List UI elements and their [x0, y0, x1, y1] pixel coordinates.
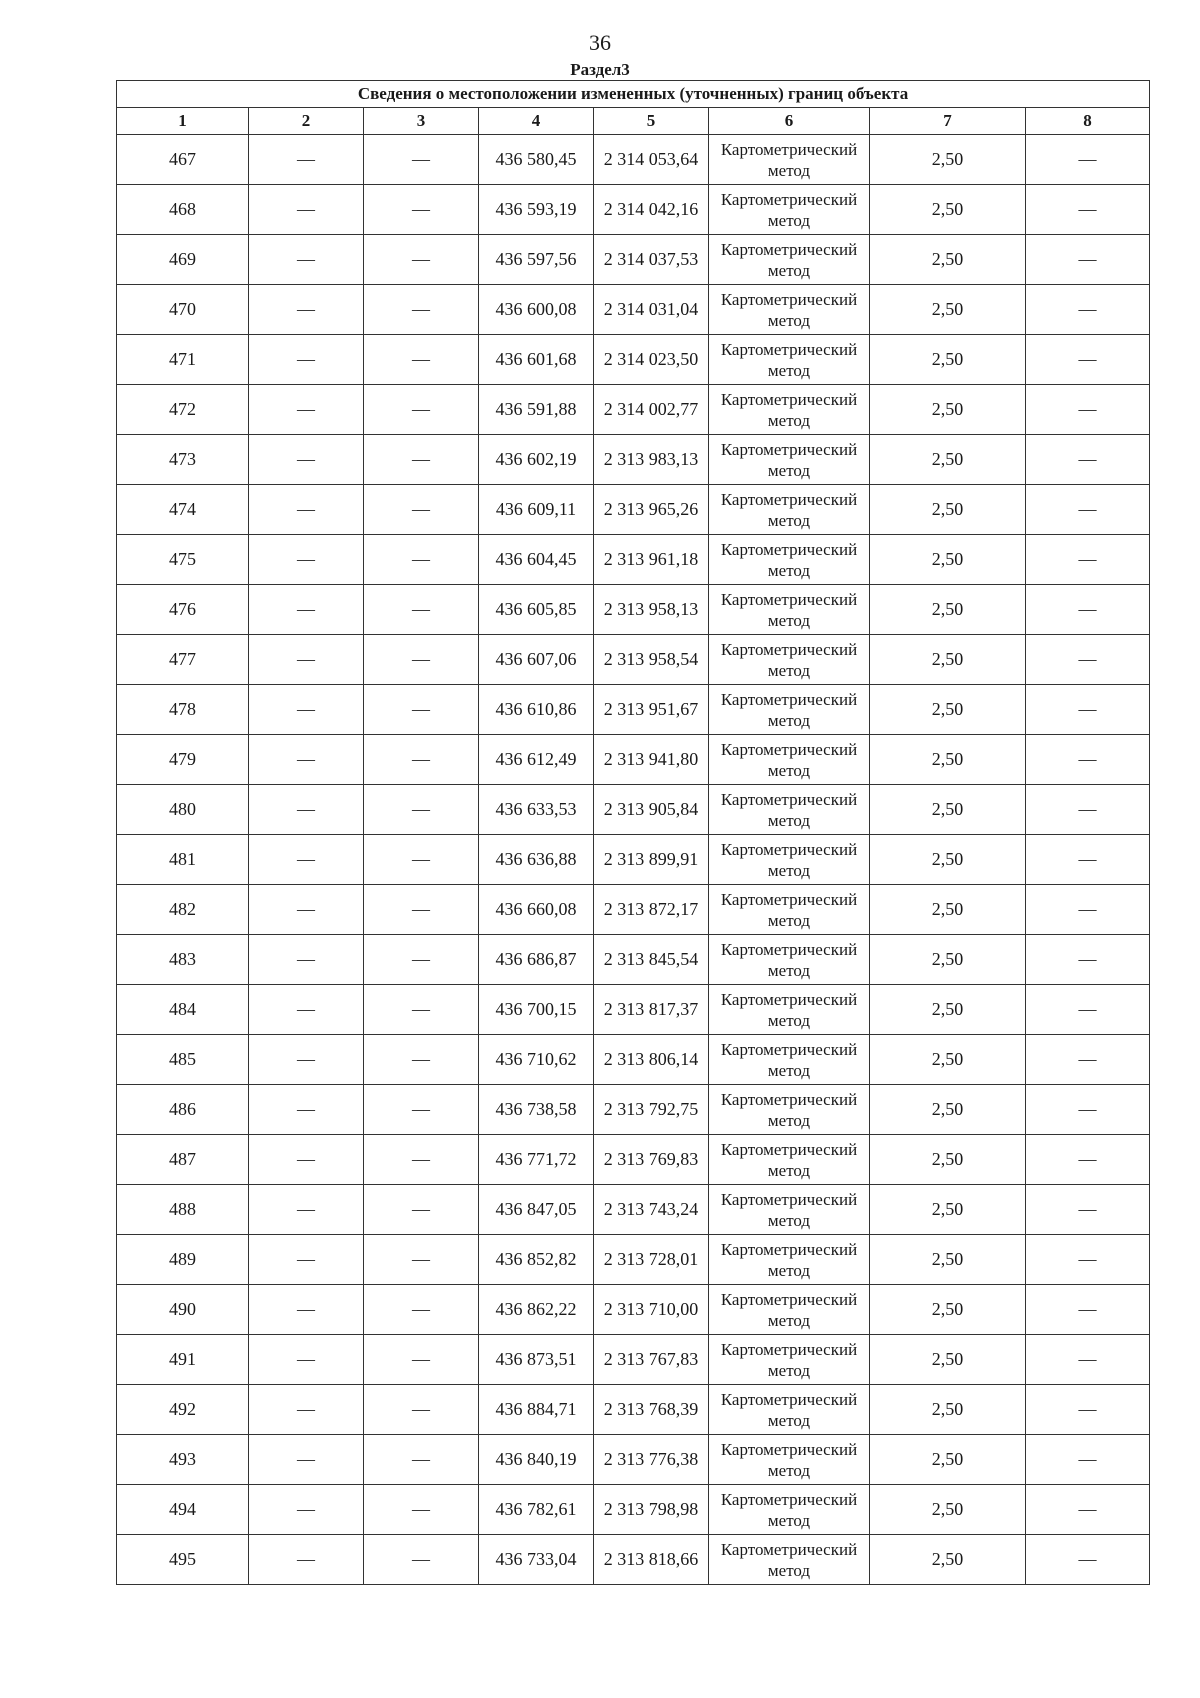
- coordinate-x-cell: 436 610,86: [479, 685, 594, 735]
- point-number-cell: 493: [117, 1435, 249, 1485]
- table-row: [117, 1335, 1150, 1385]
- point-number-cell: 468: [117, 185, 249, 235]
- column-8-cell: —: [1026, 735, 1150, 785]
- coordinate-y-cell: 2 313 983,13: [594, 435, 709, 485]
- column-2-cell: —: [249, 585, 364, 635]
- coordinate-x-cell: 436 660,08: [479, 885, 594, 935]
- point-number-cell: 470: [117, 285, 249, 335]
- accuracy-cell: 2,50: [870, 785, 1026, 835]
- column-3-cell: —: [364, 535, 479, 585]
- column-header: 1: [117, 108, 249, 135]
- accuracy-cell: 2,50: [870, 335, 1026, 385]
- coordinate-x-cell: 436 600,08: [479, 285, 594, 335]
- method-cell: Картометрический метод: [709, 1385, 870, 1435]
- coordinate-x-cell: 436 602,19: [479, 435, 594, 485]
- accuracy-cell: 2,50: [870, 1335, 1026, 1385]
- point-number-cell: 482: [117, 885, 249, 935]
- method-cell: Картометрический метод: [709, 1035, 870, 1085]
- method-cell: Картометрический метод: [709, 585, 870, 635]
- coordinate-y-cell: 2 314 042,16: [594, 185, 709, 235]
- coordinate-x-cell: 436 884,71: [479, 1385, 594, 1435]
- column-2-cell: —: [249, 835, 364, 885]
- point-number-cell: 484: [117, 985, 249, 1035]
- column-8-cell: —: [1026, 685, 1150, 735]
- point-number-cell: 478: [117, 685, 249, 735]
- column-8-cell: —: [1026, 1285, 1150, 1335]
- accuracy-cell: 2,50: [870, 735, 1026, 785]
- accuracy-cell: 2,50: [870, 985, 1026, 1035]
- table-row: [117, 1085, 1150, 1135]
- table-row: [117, 135, 1150, 185]
- point-number-cell: 471: [117, 335, 249, 385]
- table-row: [117, 1135, 1150, 1185]
- column-8-cell: —: [1026, 1435, 1150, 1485]
- accuracy-cell: 2,50: [870, 235, 1026, 285]
- coordinate-x-cell: 436 591,88: [479, 385, 594, 435]
- table-row: [117, 1385, 1150, 1435]
- accuracy-cell: 2,50: [870, 1435, 1026, 1485]
- column-3-cell: —: [364, 385, 479, 435]
- method-cell: Картометрический метод: [709, 385, 870, 435]
- coordinate-x-cell: 436 593,19: [479, 185, 594, 235]
- table-row: [117, 535, 1150, 585]
- column-2-cell: —: [249, 1535, 364, 1585]
- point-number-cell: 487: [117, 1135, 249, 1185]
- column-8-cell: —: [1026, 335, 1150, 385]
- table-row: [117, 1535, 1150, 1585]
- column-3-cell: —: [364, 1035, 479, 1085]
- point-number-cell: 480: [117, 785, 249, 835]
- coordinate-x-cell: 436 738,58: [479, 1085, 594, 1135]
- coordinate-x-cell: 436 604,45: [479, 535, 594, 585]
- column-2-cell: —: [249, 735, 364, 785]
- column-2-cell: —: [249, 1235, 364, 1285]
- column-3-cell: —: [364, 235, 479, 285]
- coordinate-x-cell: 436 601,68: [479, 335, 594, 385]
- point-number-cell: 475: [117, 535, 249, 585]
- coordinate-y-cell: 2 313 798,98: [594, 1485, 709, 1535]
- coordinate-x-cell: 436 636,88: [479, 835, 594, 885]
- coordinate-x-cell: 436 580,45: [479, 135, 594, 185]
- point-number-cell: 473: [117, 435, 249, 485]
- accuracy-cell: 2,50: [870, 1185, 1026, 1235]
- column-8-cell: —: [1026, 435, 1150, 485]
- coordinate-y-cell: 2 313 941,80: [594, 735, 709, 785]
- table-row: [117, 835, 1150, 885]
- coordinate-y-cell: 2 313 872,17: [594, 885, 709, 935]
- column-2-cell: —: [249, 1135, 364, 1185]
- column-3-cell: —: [364, 885, 479, 935]
- point-number-cell: 477: [117, 635, 249, 685]
- table-row: [117, 635, 1150, 685]
- column-8-cell: —: [1026, 885, 1150, 935]
- column-2-cell: —: [249, 285, 364, 335]
- column-8-cell: —: [1026, 585, 1150, 635]
- column-3-cell: —: [364, 1435, 479, 1485]
- column-3-cell: —: [364, 1385, 479, 1435]
- table-row: [117, 885, 1150, 935]
- accuracy-cell: 2,50: [870, 685, 1026, 735]
- coordinate-y-cell: 2 313 776,38: [594, 1435, 709, 1485]
- table-row: [117, 985, 1150, 1035]
- table-row: [117, 1285, 1150, 1335]
- coordinate-y-cell: 2 313 743,24: [594, 1185, 709, 1235]
- column-3-cell: —: [364, 985, 479, 1035]
- accuracy-cell: 2,50: [870, 585, 1026, 635]
- accuracy-cell: 2,50: [870, 1385, 1026, 1435]
- method-cell: Картометрический метод: [709, 1435, 870, 1485]
- column-8-cell: —: [1026, 385, 1150, 435]
- point-number-cell: 491: [117, 1335, 249, 1385]
- column-8-cell: —: [1026, 785, 1150, 835]
- section-title: Раздел3: [570, 60, 630, 79]
- column-8-cell: —: [1026, 1385, 1150, 1435]
- method-cell: Картометрический метод: [709, 635, 870, 685]
- table-row: [117, 335, 1150, 385]
- coordinate-y-cell: 2 313 767,83: [594, 1335, 709, 1385]
- coordinate-y-cell: 2 313 905,84: [594, 785, 709, 835]
- accuracy-cell: 2,50: [870, 885, 1026, 935]
- method-cell: Картометрический метод: [709, 685, 870, 735]
- table-row: [117, 785, 1150, 835]
- coordinate-y-cell: 2 314 031,04: [594, 285, 709, 335]
- column-2-cell: —: [249, 1035, 364, 1085]
- point-number-cell: 467: [117, 135, 249, 185]
- method-cell: Картометрический метод: [709, 185, 870, 235]
- column-3-cell: —: [364, 1235, 479, 1285]
- column-8-cell: —: [1026, 635, 1150, 685]
- column-2-cell: —: [249, 235, 364, 285]
- coordinate-y-cell: 2 313 817,37: [594, 985, 709, 1035]
- method-cell: Картометрический метод: [709, 285, 870, 335]
- method-cell: Картометрический метод: [709, 835, 870, 885]
- column-2-cell: —: [249, 185, 364, 235]
- accuracy-cell: 2,50: [870, 385, 1026, 435]
- column-8-cell: —: [1026, 1085, 1150, 1135]
- column-8-cell: —: [1026, 935, 1150, 985]
- column-3-cell: —: [364, 1485, 479, 1535]
- accuracy-cell: 2,50: [870, 185, 1026, 235]
- column-3-cell: —: [364, 1285, 479, 1335]
- column-2-cell: —: [249, 335, 364, 385]
- column-2-cell: —: [249, 1185, 364, 1235]
- column-header: 4: [479, 108, 594, 135]
- column-8-cell: —: [1026, 235, 1150, 285]
- method-cell: Картометрический метод: [709, 785, 870, 835]
- table-row: [117, 1485, 1150, 1535]
- column-3-cell: —: [364, 185, 479, 235]
- coordinate-y-cell: 2 313 961,18: [594, 535, 709, 585]
- coordinate-y-cell: 2 313 958,54: [594, 635, 709, 685]
- point-number-cell: 483: [117, 935, 249, 985]
- column-3-cell: —: [364, 1185, 479, 1235]
- coordinate-y-cell: 2 313 818,66: [594, 1535, 709, 1585]
- method-cell: Картометрический метод: [709, 335, 870, 385]
- column-header: 3: [364, 108, 479, 135]
- method-cell: Картометрический метод: [709, 235, 870, 285]
- coordinate-y-cell: 2 314 023,50: [594, 335, 709, 385]
- accuracy-cell: 2,50: [870, 1535, 1026, 1585]
- column-3-cell: —: [364, 685, 479, 735]
- coordinate-y-cell: 2 313 899,91: [594, 835, 709, 885]
- accuracy-cell: 2,50: [870, 535, 1026, 585]
- table-row: [117, 1035, 1150, 1085]
- method-cell: Картометрический метод: [709, 1535, 870, 1585]
- column-3-cell: —: [364, 335, 479, 385]
- coordinate-y-cell: 2 313 728,01: [594, 1235, 709, 1285]
- table-row: [117, 585, 1150, 635]
- point-number-cell: 472: [117, 385, 249, 435]
- method-cell: Картометрический метод: [709, 1135, 870, 1185]
- column-3-cell: —: [364, 1335, 479, 1385]
- column-header: 7: [870, 108, 1026, 135]
- column-2-cell: —: [249, 935, 364, 985]
- coordinate-x-cell: 436 633,53: [479, 785, 594, 835]
- accuracy-cell: 2,50: [870, 635, 1026, 685]
- coordinate-y-cell: 2 313 958,13: [594, 585, 709, 635]
- column-2-cell: —: [249, 1435, 364, 1485]
- coordinate-x-cell: 436 782,61: [479, 1485, 594, 1535]
- coordinate-y-cell: 2 314 002,77: [594, 385, 709, 435]
- table-body: [117, 135, 1150, 1585]
- method-cell: Картометрический метод: [709, 1185, 870, 1235]
- column-2-cell: —: [249, 535, 364, 585]
- table-row: [117, 735, 1150, 785]
- coordinate-x-cell: 436 873,51: [479, 1335, 594, 1385]
- coordinate-x-cell: 436 612,49: [479, 735, 594, 785]
- table-row: [117, 935, 1150, 985]
- accuracy-cell: 2,50: [870, 435, 1026, 485]
- accuracy-cell: 2,50: [870, 1085, 1026, 1135]
- coordinate-x-cell: 436 771,72: [479, 1135, 594, 1185]
- table-row: [117, 385, 1150, 435]
- column-2-cell: —: [249, 1085, 364, 1135]
- coordinate-y-cell: 2 313 845,54: [594, 935, 709, 985]
- column-header: 5: [594, 108, 709, 135]
- accuracy-cell: 2,50: [870, 1135, 1026, 1185]
- column-3-cell: —: [364, 585, 479, 635]
- column-8-cell: —: [1026, 1485, 1150, 1535]
- method-cell: Картометрический метод: [709, 485, 870, 535]
- coordinate-y-cell: 2 313 769,83: [594, 1135, 709, 1185]
- column-3-cell: —: [364, 485, 479, 535]
- table-row: [117, 1235, 1150, 1285]
- column-3-cell: —: [364, 935, 479, 985]
- table-row: [117, 485, 1150, 535]
- accuracy-cell: 2,50: [870, 1285, 1026, 1335]
- column-2-cell: —: [249, 785, 364, 835]
- coordinate-x-cell: 436 609,11: [479, 485, 594, 535]
- method-cell: Картометрический метод: [709, 535, 870, 585]
- point-number-cell: 476: [117, 585, 249, 635]
- coordinate-y-cell: 2 313 951,67: [594, 685, 709, 735]
- column-2-cell: —: [249, 435, 364, 485]
- column-header: 8: [1026, 108, 1150, 135]
- boundary-coordinates-table: [116, 80, 1150, 1585]
- method-cell: Картометрический метод: [709, 1485, 870, 1535]
- column-number-row: [117, 108, 1150, 135]
- accuracy-cell: 2,50: [870, 1235, 1026, 1285]
- table-row: [117, 285, 1150, 335]
- column-3-cell: —: [364, 435, 479, 485]
- coordinate-x-cell: 436 605,85: [479, 585, 594, 635]
- table-caption-row: [117, 81, 1150, 108]
- column-3-cell: —: [364, 1535, 479, 1585]
- column-3-cell: —: [364, 1135, 479, 1185]
- column-8-cell: —: [1026, 185, 1150, 235]
- coordinate-y-cell: 2 313 965,26: [594, 485, 709, 535]
- column-8-cell: —: [1026, 1235, 1150, 1285]
- coordinate-y-cell: 2 314 037,53: [594, 235, 709, 285]
- method-cell: Картометрический метод: [709, 135, 870, 185]
- coordinate-y-cell: 2 313 806,14: [594, 1035, 709, 1085]
- table-row: [117, 1185, 1150, 1235]
- column-8-cell: —: [1026, 135, 1150, 185]
- accuracy-cell: 2,50: [870, 485, 1026, 535]
- coordinate-y-cell: 2 313 792,75: [594, 1085, 709, 1135]
- accuracy-cell: 2,50: [870, 135, 1026, 185]
- point-number-cell: 481: [117, 835, 249, 885]
- coordinate-x-cell: 436 862,22: [479, 1285, 594, 1335]
- method-cell: Картометрический метод: [709, 435, 870, 485]
- coordinate-y-cell: 2 313 768,39: [594, 1385, 709, 1435]
- column-8-cell: —: [1026, 835, 1150, 885]
- point-number-cell: 469: [117, 235, 249, 285]
- accuracy-cell: 2,50: [870, 835, 1026, 885]
- point-number-cell: 488: [117, 1185, 249, 1235]
- column-2-cell: —: [249, 1335, 364, 1385]
- table-row: [117, 435, 1150, 485]
- coordinate-x-cell: 436 847,05: [479, 1185, 594, 1235]
- column-8-cell: —: [1026, 1035, 1150, 1085]
- column-2-cell: —: [249, 635, 364, 685]
- column-3-cell: —: [364, 135, 479, 185]
- column-header: 6: [709, 108, 870, 135]
- point-number-cell: 489: [117, 1235, 249, 1285]
- column-3-cell: —: [364, 785, 479, 835]
- column-8-cell: —: [1026, 985, 1150, 1035]
- page-number: 36: [589, 30, 611, 55]
- accuracy-cell: 2,50: [870, 285, 1026, 335]
- point-number-cell: 495: [117, 1535, 249, 1585]
- accuracy-cell: 2,50: [870, 935, 1026, 985]
- column-3-cell: —: [364, 285, 479, 335]
- coordinate-x-cell: 436 710,62: [479, 1035, 594, 1085]
- table-row: [117, 685, 1150, 735]
- point-number-cell: 485: [117, 1035, 249, 1085]
- table-caption: Сведения о местоположении измененных (уточненных) границ объекта: [117, 81, 1150, 108]
- method-cell: Картометрический метод: [709, 935, 870, 985]
- coordinate-x-cell: 436 607,06: [479, 635, 594, 685]
- coordinate-x-cell: 436 840,19: [479, 1435, 594, 1485]
- method-cell: Картометрический метод: [709, 1085, 870, 1135]
- coordinate-x-cell: 436 597,56: [479, 235, 594, 285]
- method-cell: Картометрический метод: [709, 1285, 870, 1335]
- point-number-cell: 494: [117, 1485, 249, 1535]
- column-3-cell: —: [364, 1085, 479, 1135]
- column-8-cell: —: [1026, 535, 1150, 585]
- method-cell: Картометрический метод: [709, 735, 870, 785]
- column-8-cell: —: [1026, 1185, 1150, 1235]
- column-8-cell: —: [1026, 1135, 1150, 1185]
- method-cell: Картометрический метод: [709, 1335, 870, 1385]
- column-8-cell: —: [1026, 285, 1150, 335]
- column-3-cell: —: [364, 635, 479, 685]
- point-number-cell: 474: [117, 485, 249, 535]
- point-number-cell: 492: [117, 1385, 249, 1435]
- column-header: 2: [249, 108, 364, 135]
- column-3-cell: —: [364, 835, 479, 885]
- method-cell: Картометрический метод: [709, 985, 870, 1035]
- point-number-cell: 486: [117, 1085, 249, 1135]
- table-row: [117, 1435, 1150, 1485]
- column-2-cell: —: [249, 885, 364, 935]
- coordinate-x-cell: 436 700,15: [479, 985, 594, 1035]
- method-cell: Картометрический метод: [709, 885, 870, 935]
- column-2-cell: —: [249, 985, 364, 1035]
- accuracy-cell: 2,50: [870, 1485, 1026, 1535]
- method-cell: Картометрический метод: [709, 1235, 870, 1285]
- coordinate-x-cell: 436 733,04: [479, 1535, 594, 1585]
- coordinate-x-cell: 436 852,82: [479, 1235, 594, 1285]
- coordinate-x-cell: 436 686,87: [479, 935, 594, 985]
- point-number-cell: 479: [117, 735, 249, 785]
- column-3-cell: —: [364, 735, 479, 785]
- accuracy-cell: 2,50: [870, 1035, 1026, 1085]
- column-8-cell: —: [1026, 485, 1150, 535]
- column-2-cell: —: [249, 385, 364, 435]
- point-number-cell: 490: [117, 1285, 249, 1335]
- table-row: [117, 185, 1150, 235]
- column-2-cell: —: [249, 135, 364, 185]
- column-2-cell: —: [249, 1285, 364, 1335]
- table-row: [117, 235, 1150, 285]
- coordinate-y-cell: 2 313 710,00: [594, 1285, 709, 1335]
- column-2-cell: —: [249, 1385, 364, 1435]
- column-2-cell: —: [249, 685, 364, 735]
- coordinate-y-cell: 2 314 053,64: [594, 135, 709, 185]
- column-8-cell: —: [1026, 1335, 1150, 1385]
- column-2-cell: —: [249, 1485, 364, 1535]
- column-8-cell: —: [1026, 1535, 1150, 1585]
- column-2-cell: —: [249, 485, 364, 535]
